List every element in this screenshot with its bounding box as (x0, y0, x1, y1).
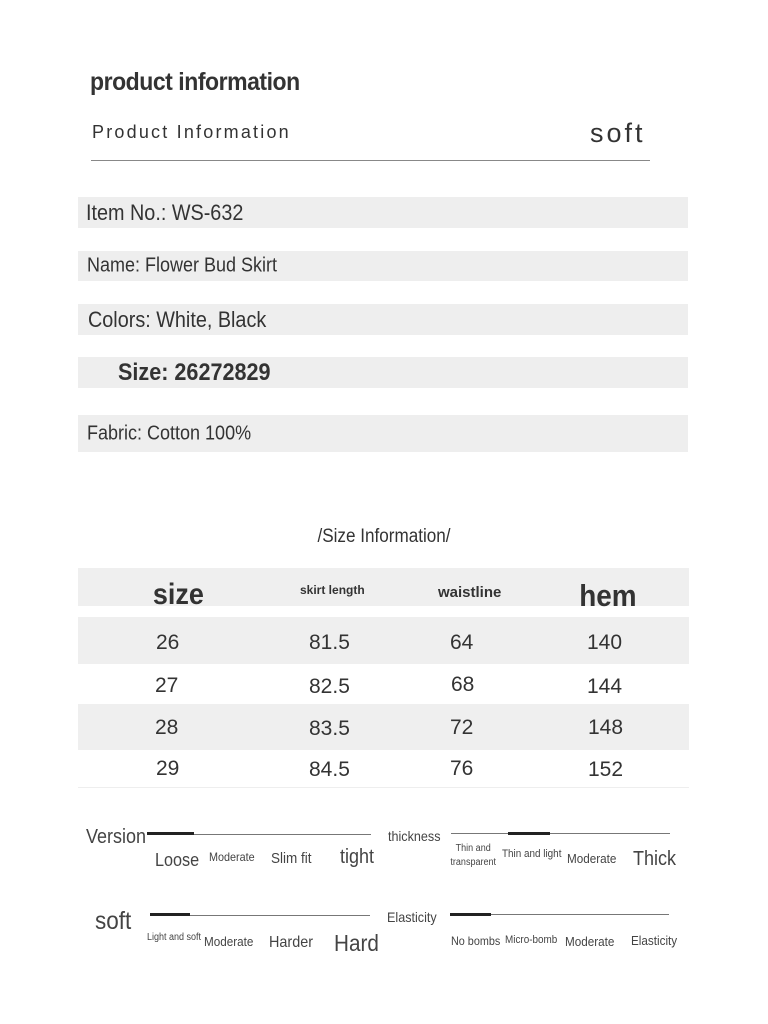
table-header-row (78, 568, 689, 613)
softness-option: Moderate (204, 934, 254, 949)
thickness-option: Thin and transparent (450, 843, 496, 868)
table-cell-skirt-length: 83.5 (309, 717, 350, 740)
elasticity-option: Moderate (565, 934, 615, 949)
table-cell-skirt-length: 81.5 (309, 631, 350, 654)
info-fabric (78, 415, 688, 452)
table-cell-size: 26 (156, 631, 180, 654)
column-header-skirt-length: skirt length (300, 583, 365, 597)
table-cell-skirt-length: 82.5 (309, 675, 350, 698)
table-cell-waistline: 72 (450, 716, 474, 739)
table-row (78, 704, 689, 750)
table-cell-waistline: 76 (450, 757, 474, 780)
table-cell-hem: 148 (588, 716, 624, 739)
info-colors-text: Colors: White, Black (88, 306, 267, 332)
elasticity-option: Elasticity (631, 933, 678, 948)
table-row (78, 750, 689, 787)
softness-scale (95, 903, 395, 963)
info-name (78, 251, 688, 281)
elasticity-option: Micro-bomb (505, 934, 558, 946)
elasticity-scale (387, 903, 687, 963)
info-name-text: Name: Flower Bud Skirt (87, 254, 278, 277)
table-cell-hem: 144 (587, 675, 623, 698)
table-cell-size: 29 (156, 757, 180, 780)
info-item-no-text: Item No.: WS-632 (86, 199, 244, 225)
thickness-option: Thick (633, 848, 677, 870)
softness-option: Hard (334, 930, 379, 956)
version-option: Moderate (209, 850, 255, 864)
table-cell-size: 28 (155, 716, 179, 739)
thickness-option: Thin and light (502, 848, 562, 860)
column-header-size: size (152, 578, 204, 611)
table-cell-skirt-length: 84.5 (309, 758, 350, 781)
table-cell-size: 27 (155, 674, 179, 697)
info-size (78, 357, 688, 388)
table-bottom-divider (78, 787, 689, 788)
elasticity-scale-indicator (450, 913, 491, 916)
header-divider (91, 160, 650, 161)
table-cell-hem: 152 (588, 758, 624, 781)
column-header-waistline: waistline (438, 584, 502, 601)
table-cell-hem: 140 (587, 631, 623, 654)
size-info-heading: /Size Information/ (317, 526, 451, 547)
thickness-option: Moderate (567, 851, 617, 866)
page-title: product information (90, 68, 300, 96)
info-fabric-text: Fabric: Cotton 100% (87, 422, 252, 444)
softness-option: Light and soft (147, 932, 202, 943)
column-header-hem: hem (579, 578, 637, 613)
info-colors (78, 304, 688, 335)
page-subtitle: Product Information (92, 122, 291, 142)
info-item-no (78, 197, 688, 228)
version-scale-indicator (147, 832, 194, 835)
thickness-scale (388, 822, 688, 882)
soft-badge: soft (590, 118, 646, 148)
softness-option: Harder (269, 934, 314, 951)
version-option: tight (340, 846, 375, 868)
info-size-text: Size: 26272829 (118, 358, 271, 386)
version-option: Loose (155, 850, 200, 870)
softness-scale-title: soft (95, 907, 132, 935)
table-cell-waistline: 64 (450, 631, 474, 654)
elasticity-scale-title: Elasticity (387, 909, 437, 925)
thickness-scale-indicator (508, 832, 550, 835)
thickness-scale-title: thickness (388, 828, 441, 844)
thickness-scale-line (451, 833, 670, 834)
version-scale (86, 822, 386, 882)
version-option: Slim fit (271, 850, 312, 867)
version-scale-title: Version (86, 826, 147, 848)
table-row (78, 617, 689, 664)
softness-scale-indicator (150, 913, 190, 916)
table-cell-waistline: 68 (451, 673, 475, 696)
elasticity-option: No bombs (451, 934, 501, 948)
table-row (78, 664, 689, 704)
